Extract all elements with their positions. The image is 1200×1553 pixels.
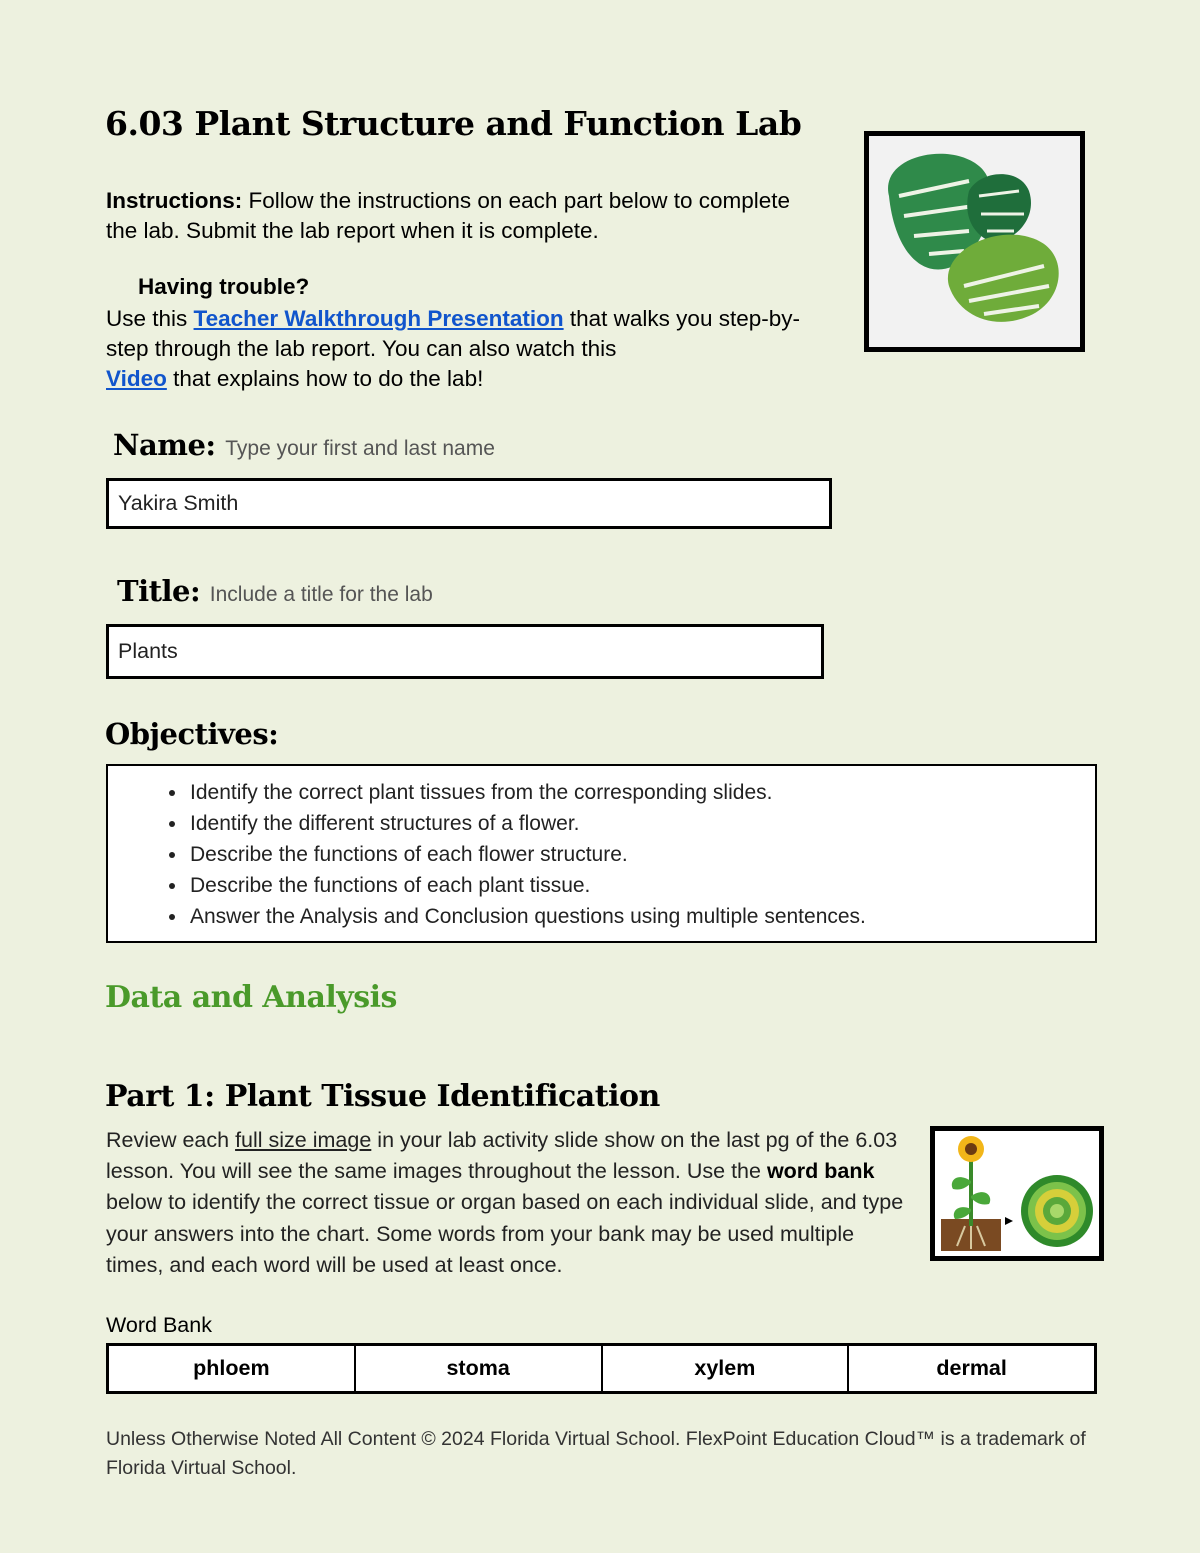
instructions — [106, 186, 826, 246]
footer-copyright: Unless Otherwise Noted All Content © 2024 Florida Virtual School. FlexPoint Education Cloud™ is a trademark of Florida Virtual School. — [106, 1428, 1086, 1479]
trouble-heading: Having trouble? — [138, 274, 310, 299]
full-size-image-link[interactable]: full size image — [235, 1128, 372, 1152]
trouble-mid: that walks you step-by-step through the lab report. You can also watch this — [106, 306, 800, 361]
word-bank-cell: dermal — [847, 1346, 1094, 1391]
name-label — [113, 428, 495, 462]
objectives-list — [108, 766, 1095, 932]
objective-item: • Describe the functions of each flower structure. — [188, 839, 1095, 870]
part1-heading: Part 1: Plant Tissue Identification — [105, 1079, 660, 1114]
leaf-icon — [869, 136, 1080, 347]
title-label — [117, 574, 433, 608]
instructions-text: Follow the instructions on each part below to complete the lab. Submit the lab report when it is complete. — [106, 188, 791, 243]
part1-text-1: Review each — [106, 1128, 230, 1152]
name-field[interactable]: Yakira Smith — [106, 478, 832, 529]
part1-text-3: below to identify the correct tissue or organ based on each individual slide, and type your answers into the chart. Some words from your bank may be used multiple times, and each word will be used at least once. — [106, 1190, 904, 1277]
data-analysis-heading: Data and Analysis — [105, 980, 397, 1015]
name-label-text: Name: — [113, 428, 216, 462]
word-bank-cell: phloem — [193, 1356, 270, 1380]
objective-item: • Answer the Analysis and Conclusion questions using multiple sentences. — [188, 901, 1095, 932]
monstera-leaves-image — [864, 131, 1085, 352]
title-field[interactable]: Plants — [106, 624, 824, 679]
word-bank-label: Word Bank — [106, 1313, 212, 1337]
objective-item: • Describe the functions of each plant tissue. — [188, 870, 1095, 901]
objectives-heading: Objectives: — [105, 717, 279, 751]
trouble-pre: Use this — [106, 306, 188, 331]
word-bank-bold: word bank — [766, 1159, 875, 1184]
sunflower-icon — [935, 1131, 1099, 1256]
video-link[interactable]: Video — [106, 366, 167, 391]
objective-item: • Identify the different structures of a flower. — [188, 808, 1095, 839]
title-hint: Include a title for the lab — [209, 583, 433, 606]
title-label-text: Title: — [117, 574, 201, 608]
name-hint: Type your first and last name — [225, 437, 495, 460]
presentation-link[interactable]: Teacher Walkthrough Presentation — [193, 306, 564, 331]
sunflower-tissue-image — [930, 1126, 1104, 1261]
trouble-text — [106, 304, 826, 394]
instructions-label: Instructions: — [106, 188, 243, 213]
part1-text-2: in your lab activity slide show on the last pg of the 6.03 lesson. You will see the same images throughout the lesson. Use the — [106, 1128, 898, 1184]
objectives-box — [106, 764, 1097, 943]
part1-text — [106, 1125, 906, 1281]
objective-item: • Identify the correct plant tissues from the corresponding slides. — [188, 777, 1095, 808]
word-bank-cell: xylem — [601, 1346, 848, 1391]
page-title: 6.03 Plant Structure and Function Lab — [105, 104, 802, 143]
word-bank-table — [106, 1343, 1097, 1394]
word-bank-cell: stoma — [354, 1346, 601, 1391]
trouble-post: that explains how to do the lab! — [173, 366, 484, 391]
